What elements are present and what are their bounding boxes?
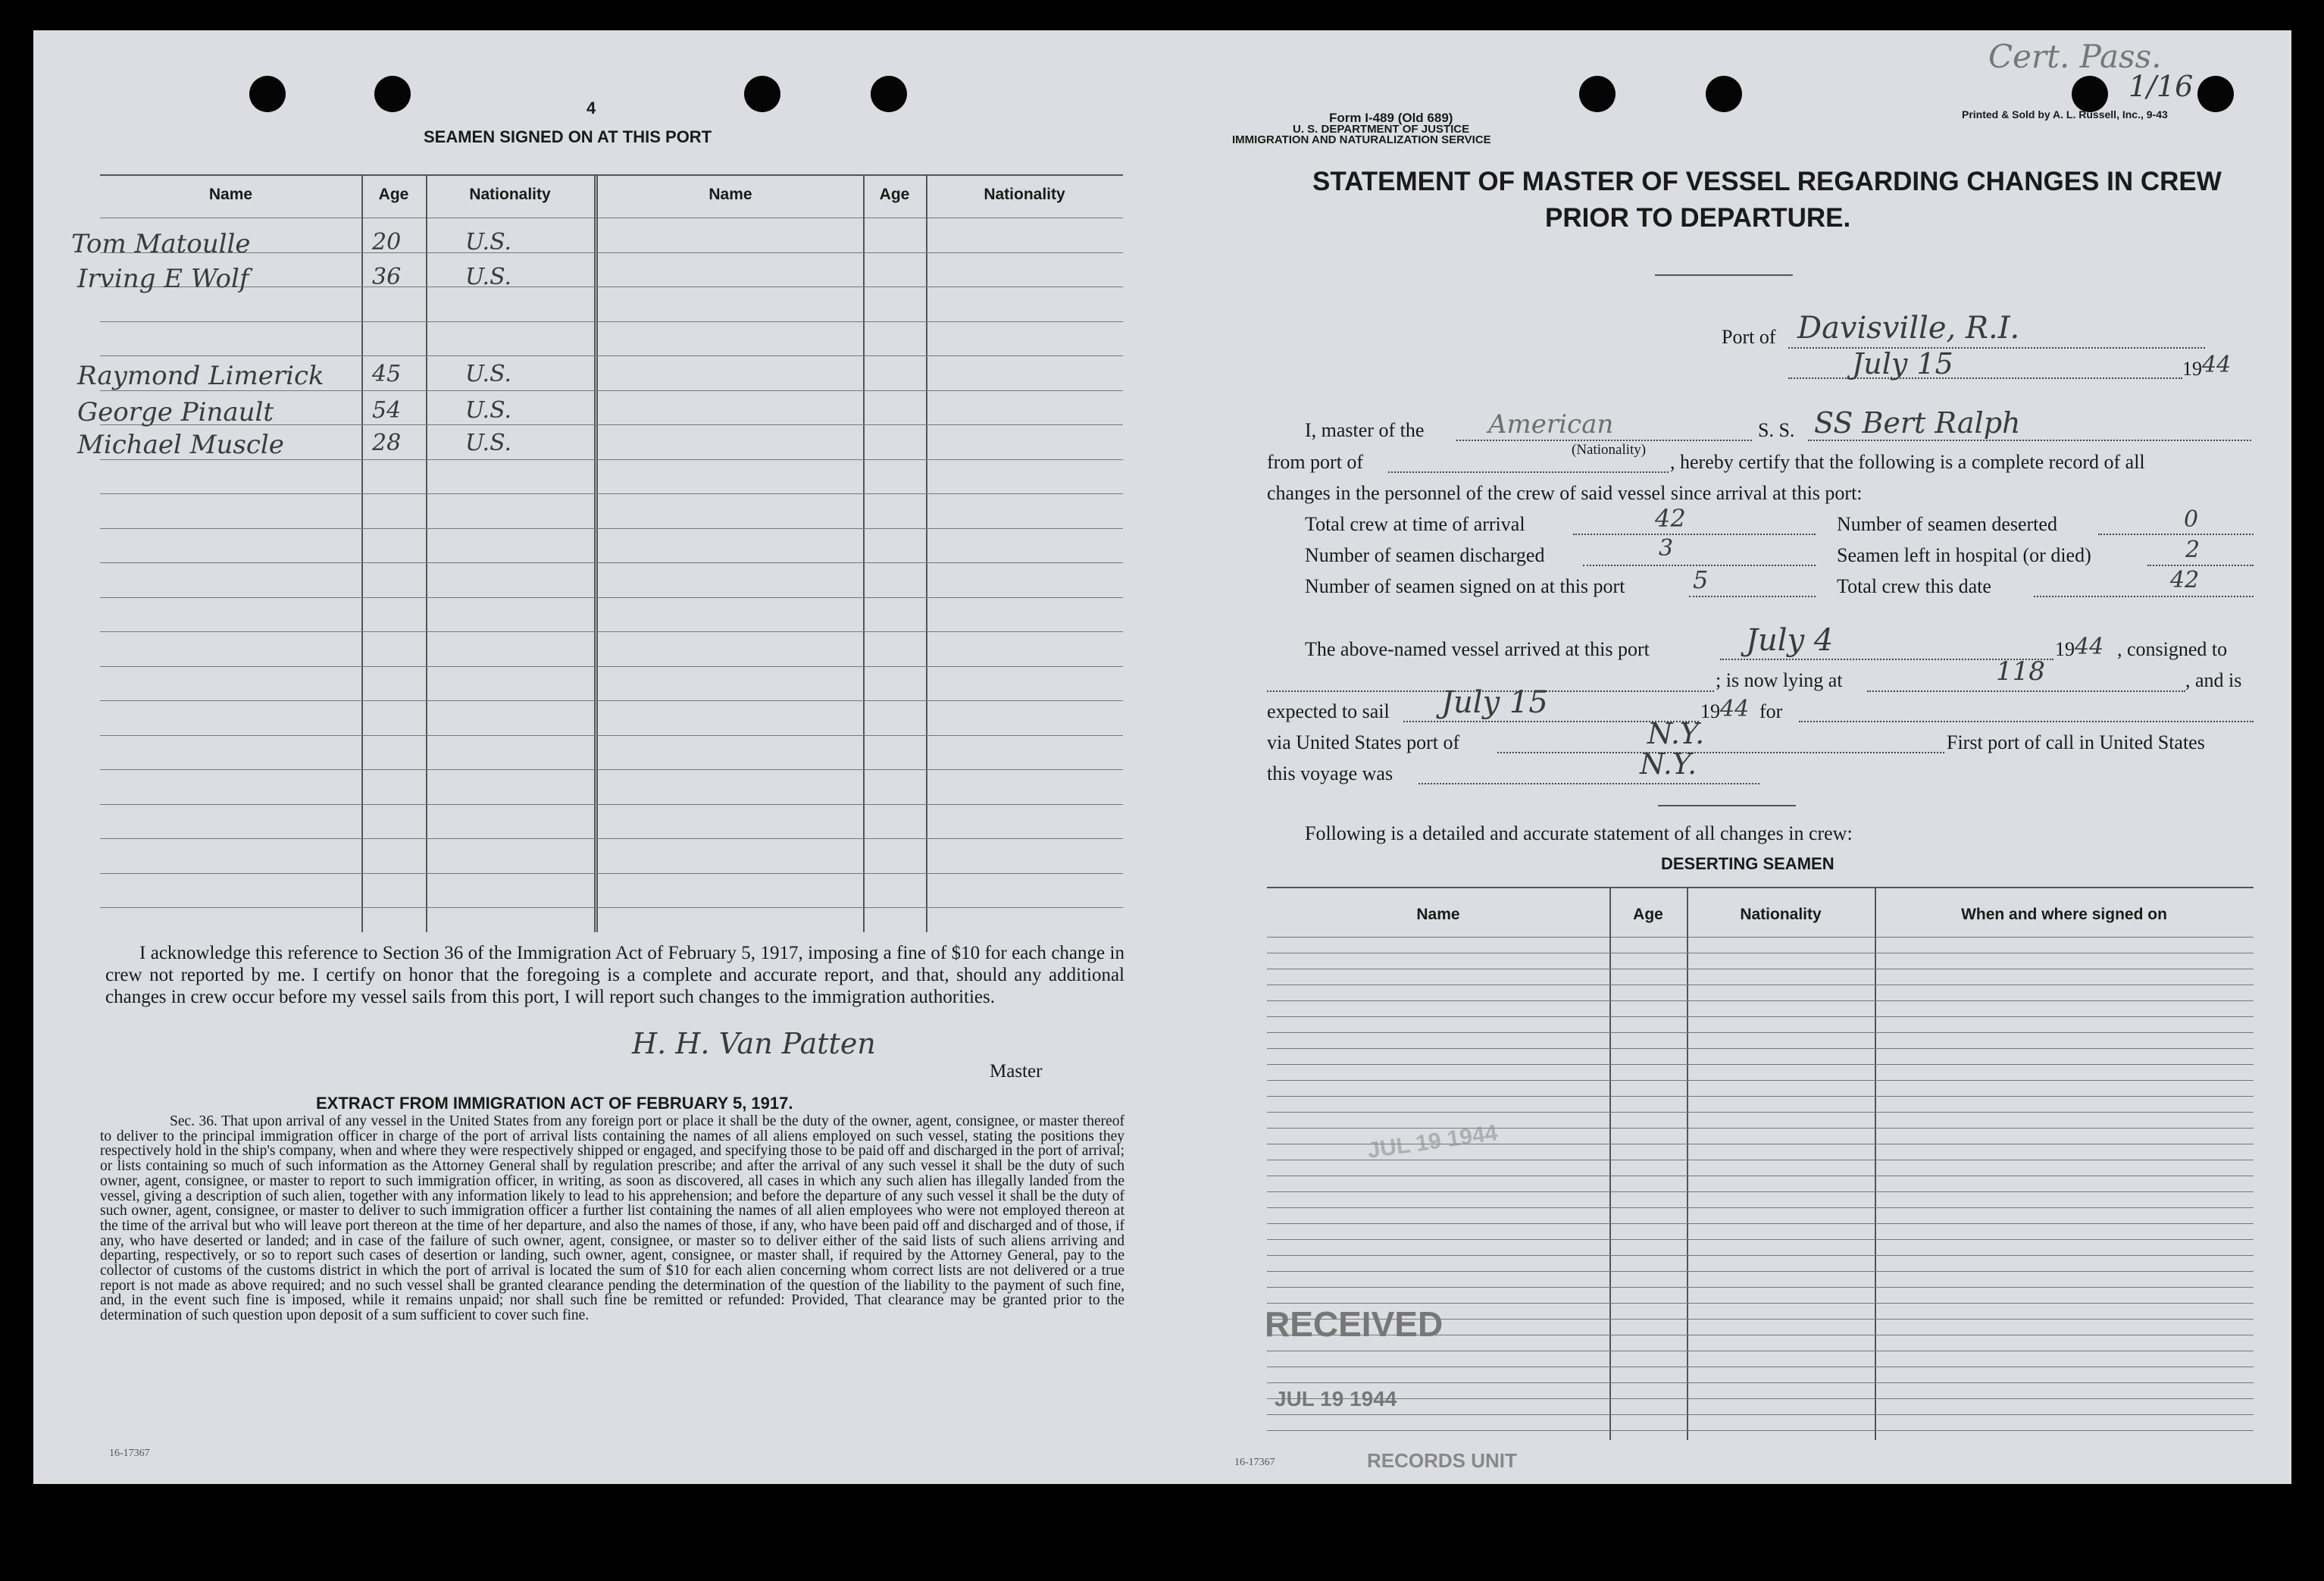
stat-value: 0 <box>2184 506 2199 533</box>
acknowledgement-text: I acknowledge this reference to Section 36 of the Immigration Act of February 5, 1917, imposing a fine of $10 for each change in crew not reported by me. I certify on honor that the foregoing is a complete and accurate report, and that, should any additional changes in crew occur before my vessel sails from this port, I will report such changes to the immigration authorities. <box>105 943 1124 1007</box>
date-year-prefix: 19 <box>2182 358 2202 380</box>
stat-value: 2 <box>2185 537 2200 563</box>
table-row-age: 45 <box>372 361 402 387</box>
arrived-text: The above-named vessel arrived at this port <box>1305 638 1650 660</box>
department: U. S. DEPARTMENT OF JUSTICE <box>1293 123 1470 136</box>
table-row-rule <box>1267 1287 2254 1288</box>
table-top-rule <box>100 174 1123 176</box>
table-row-rule <box>100 700 1123 701</box>
lying-field-line <box>1867 690 2185 692</box>
records-unit-stamp: RECORDS UNIT <box>1367 1449 1517 1472</box>
consigned-text: , consigned to <box>2117 638 2228 660</box>
table-row-rule <box>100 252 1123 253</box>
stat-label: Number of seamen discharged <box>1305 544 1545 566</box>
master-signature: H. H. Van Patten <box>632 1027 876 1060</box>
for-field-line <box>1799 721 2254 722</box>
punch-hole <box>744 76 780 112</box>
section-title: SEAMEN SIGNED ON AT THIS PORT <box>424 127 712 146</box>
col-header-name: Name <box>708 186 752 203</box>
table-row-rule <box>100 631 1123 632</box>
table-row-rule <box>1267 1016 2254 1017</box>
arrived-value: July 4 <box>1746 623 1834 658</box>
voyage-text: this voyage was <box>1267 762 1393 784</box>
table-row-nationality: U.S. <box>465 397 512 424</box>
stat-label: Seamen left in hospital (or died) <box>1837 544 2091 566</box>
table-row-rule <box>1267 1048 2254 1049</box>
nationality-value: American <box>1488 409 1614 440</box>
port-field-line <box>1788 347 2205 349</box>
date-value: July 15 <box>1852 347 1953 380</box>
table-row-rule <box>100 907 1123 908</box>
stat-field-line <box>2098 534 2254 535</box>
punch-hole <box>2072 76 2108 112</box>
ss-label: S. S. <box>1758 419 1795 441</box>
table-row-rule <box>100 838 1123 839</box>
certify-text: , hereby certify that the following is a complete record of all <box>1670 451 2145 473</box>
from-port-field-line <box>1388 471 1669 473</box>
punch-hole <box>249 76 286 112</box>
table-row-rule <box>100 493 1123 494</box>
table-row-age: 28 <box>372 430 402 456</box>
stat-label: Total crew this date <box>1837 575 1991 597</box>
master-label: Master <box>990 1061 1043 1082</box>
table-row-rule <box>100 562 1123 563</box>
col-header-name: Name <box>208 186 253 203</box>
table-col-divider <box>1609 887 1611 1440</box>
changes-text: changes in the personnel of the crew of said vessel since arrival at this port: <box>1267 482 1863 504</box>
stat-field-line <box>1573 534 1816 535</box>
table-col-divider <box>361 174 363 932</box>
table-row-name: Michael Muscle <box>77 430 284 460</box>
table-row-nationality: U.S. <box>465 430 512 456</box>
master-of-label: I, master of the <box>1305 419 1425 441</box>
form-number: Form I-489 (Old 689) <box>1329 111 1453 125</box>
nationality-field-line <box>1456 440 1752 441</box>
col-header-nationality: Nationality <box>1740 906 1822 923</box>
table-col-divider <box>426 174 427 932</box>
and-is-text: , and is <box>2185 669 2242 691</box>
table-row-rule <box>100 321 1123 322</box>
table-col-divider <box>926 174 927 932</box>
corner-note: Cert. Pass. <box>1988 38 2162 75</box>
expected-year-prefix: 19 <box>1700 700 1720 722</box>
form-title-line2: PRIOR TO DEPARTURE. <box>1545 203 1851 233</box>
port-label: Port of <box>1722 326 1776 348</box>
table-row-nationality: U.S. <box>465 229 512 255</box>
date-stamp: JUL 19 1944 <box>1365 1120 1500 1163</box>
vessel-field-line <box>1808 440 2251 441</box>
stat-value: 3 <box>1659 535 1674 562</box>
col-header-age: Age <box>1633 906 1663 923</box>
port-value: Davisville, R.I. <box>1797 311 2020 346</box>
title-rule <box>1655 274 1793 276</box>
first-port-text: First port of call in United States <box>1947 731 2205 753</box>
table-row-rule <box>1267 1239 2254 1240</box>
stat-label: Total crew at time of arrival <box>1305 513 1525 535</box>
table-top-rule <box>1267 887 2254 888</box>
voyage-value: N.Y. <box>1640 747 1697 781</box>
via-text: via United States port of <box>1267 731 1460 753</box>
table-row-rule <box>1267 1207 2254 1208</box>
expected-text: expected to sail <box>1267 700 1390 722</box>
date-year-suffix: 44 <box>2202 352 2232 378</box>
stat-label: Number of seamen signed on at this port <box>1305 575 1625 597</box>
table-row-rule <box>1267 1096 2254 1097</box>
left-footer-code: 16-17367 <box>109 1448 150 1459</box>
table-row-rule <box>1267 1382 2254 1383</box>
arrived-year-prefix: 19 <box>2055 638 2075 660</box>
table-row-age: 20 <box>372 229 402 255</box>
stat-value: 42 <box>1655 504 1686 533</box>
stat-field-line <box>2147 565 2254 566</box>
deserting-title: DESERTING SEAMEN <box>1661 854 1834 873</box>
from-port-label: from port of <box>1267 451 1364 473</box>
lying-text: ; is now lying at <box>1716 669 1843 691</box>
table-row-rule <box>1267 1223 2254 1224</box>
form-title: STATEMENT OF MASTER OF VESSEL REGARDING CHANGES IN CREW <box>1312 167 2222 196</box>
col-header-age: Age <box>378 186 409 203</box>
table-col-divider <box>594 174 598 932</box>
stat-value: 42 <box>2170 567 2200 593</box>
table-row-rule <box>1267 1255 2254 1256</box>
table-row-name: George Pinault <box>77 397 274 427</box>
table-row-rule <box>1267 1032 2254 1033</box>
service: IMMIGRATION AND NATURALIZATION SERVICE <box>1232 133 1491 146</box>
table-head-rule <box>1267 937 2254 938</box>
col-header-nationality: Nationality <box>469 186 551 203</box>
table-row-rule <box>1267 1080 2254 1081</box>
table-col-divider <box>863 174 865 932</box>
table-row-rule <box>1267 1128 2254 1129</box>
table-row-nationality: U.S. <box>465 361 512 387</box>
table-row-rule <box>100 355 1123 356</box>
stat-field-line <box>1689 596 1816 597</box>
vessel-value: SS Bert Ralph <box>1814 406 2021 440</box>
section-rule <box>1658 805 1796 806</box>
punch-hole <box>871 76 907 112</box>
nationality-caption: (Nationality) <box>1572 442 1647 458</box>
for-text: for <box>1759 700 1783 722</box>
table-row-age: 54 <box>372 397 402 424</box>
stat-field-line <box>2034 596 2254 597</box>
col-header-age: Age <box>879 186 910 203</box>
extract-title: EXTRACT FROM IMMIGRATION ACT OF FEBRUARY 5, 1917. <box>316 1094 793 1113</box>
page-number: 4 <box>586 99 596 117</box>
table-row-rule <box>1267 1112 2254 1113</box>
col-header-nationality: Nationality <box>984 186 1065 203</box>
table-row-rule <box>1267 1398 2254 1399</box>
table-row-rule <box>1267 1271 2254 1272</box>
date-field-line <box>1788 377 2182 379</box>
table-row-nationality: U.S. <box>465 264 512 290</box>
col-header-name: Name <box>1416 906 1460 923</box>
document-sheet <box>33 30 2291 1484</box>
table-row-rule <box>1267 1191 2254 1192</box>
stat-label: Number of seamen deserted <box>1837 513 2057 535</box>
punch-hole <box>2197 76 2234 112</box>
corner-number: 1/16 <box>2129 70 2194 103</box>
lying-value: 118 <box>1996 656 2045 687</box>
received-stamp: RECEIVED <box>1265 1304 1444 1344</box>
arrived-year: 44 <box>2075 634 2104 660</box>
punch-hole <box>1579 76 1616 112</box>
extract-text: Sec. 36. That upon arrival of any vessel in the United States from any foreign port or place it shall be the duty of the owner, agent, consignee, or master thereof to deliver to the principal immigration officer in charge of the port of arrival lists containing the names of all aliens employed on such vessel, stating the positions they respectively hold in the ship's company, when and where they were respectively shipped or engaged, and specifying those to be paid off and discharged in the port of arrival; or lists containing so much of such information as the Attorney General shall by regulation prescribe; and after the arrival of any such vessel it shall be the duty of such owner, agent, consignee, or master to report to such immigration officer, in writing, as soon as discovered, all cases in which any such alien has illegally landed from the vessel, giving a description of such alien, together with any information likely to lead to his apprehension; and before the departure of any such vessel it shall be the duty of such owner, agent, consignee, or master to deliver to such immigration officer a further list containing the names of all alien employees who were not employed thereon at the time of the arrival but who will leave port thereon at the time of her departure, and also the names of those, if any, who have been paid off and discharged and of those, if any, who have deserted or landed; and in case of the failure of such owner, agent, consignee, or master so to deliver either of the said lists of such aliens arriving and departing, respectively, or so to report such cases of desertion or landing, such owner, agent, consignee, or master shall, if required by the Attorney General, pay to the collector of customs of the customs district in which the port of arrival is located the sum of $10 for each alien concerning whom correct lists are not delivered or a true report is not made as above required; and no such vessel shall be granted clearance pending the determination of the question of the liability to the payment of such fine, and, in the event such fine is imposed, while it remains unpaid; nor shall such fine be remitted or refunded: Provided, That clearance may be granted prior to the determination of such question upon deposit of a sum sufficient to cover such fine. <box>100 1113 1124 1324</box>
table-row-rule <box>100 286 1123 287</box>
table-col-divider <box>1687 887 1688 1440</box>
expected-value: July 15 <box>1441 685 1548 720</box>
stat-value: 5 <box>1693 565 1709 594</box>
table-row-rule <box>1267 1064 2254 1065</box>
via-value: N.Y. <box>1647 717 1705 750</box>
col-header-signed-on: When and where signed on <box>1961 906 2167 923</box>
table-row-rule <box>1267 1414 2254 1415</box>
table-row-rule <box>100 804 1123 805</box>
table-col-divider <box>1875 887 1876 1440</box>
table-row-rule <box>100 528 1123 529</box>
right-footer-code: 16-17367 <box>1234 1457 1275 1468</box>
following-text: Following is a detailed and accurate statement of all changes in crew: <box>1305 822 1853 844</box>
via-field-line <box>1497 752 1944 753</box>
table-row-rule <box>100 597 1123 598</box>
voyage-field-line <box>1418 783 1759 784</box>
table-row-name: Irving E Wolf <box>77 264 249 294</box>
punch-hole <box>374 76 411 112</box>
table-row-rule <box>1267 1000 2254 1001</box>
table-row-name: Tom Matoulle <box>71 229 251 259</box>
table-row-rule <box>100 735 1123 736</box>
table-row-age: 36 <box>372 264 402 290</box>
expected-year: 44 <box>1720 696 1750 722</box>
table-row-rule <box>100 873 1123 874</box>
printer-note: Printed & Sold by A. L. Russell, Inc., 9-43 <box>1962 108 2168 121</box>
received-date-stamp: JUL 19 1944 <box>1275 1387 1397 1410</box>
punch-hole <box>1706 76 1742 112</box>
table-row-name: Raymond Limerick <box>77 361 324 391</box>
table-row-rule <box>100 769 1123 770</box>
table-row-rule <box>1267 1430 2254 1431</box>
table-row-rule <box>100 666 1123 667</box>
